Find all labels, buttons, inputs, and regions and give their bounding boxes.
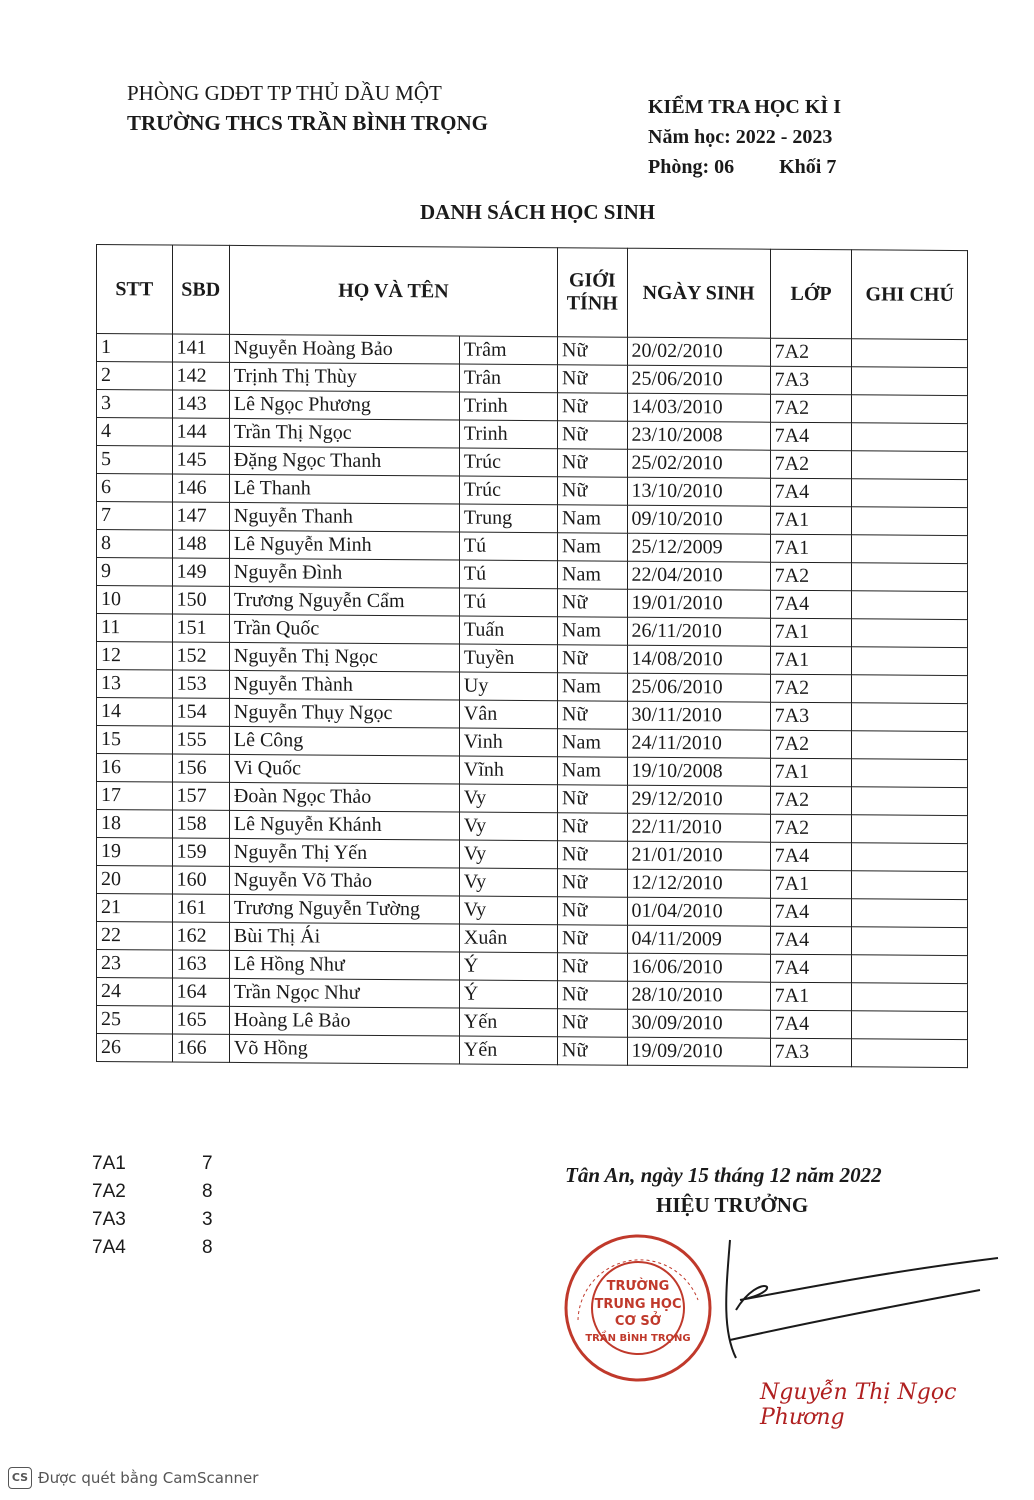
cell-class: 7A2: [770, 450, 852, 479]
cell-note: [852, 899, 968, 928]
cell-dob: 25/06/2010: [627, 673, 770, 702]
student-roster-table: [96, 244, 968, 1068]
cell-dob: 19/10/2008: [627, 757, 770, 786]
cell-class: 7A2: [770, 338, 852, 367]
cell-stt: 17: [97, 782, 173, 811]
svg-text:TRƯỜNG: TRƯỜNG: [606, 1279, 670, 1294]
summary-row: [92, 1150, 213, 1178]
cell-stt: 6: [97, 474, 173, 503]
col-note: GHI CHÚ: [852, 250, 968, 340]
cell-note: [852, 619, 968, 648]
exam-title: KIỂM TRA HỌC KÌ I: [648, 96, 841, 118]
summary-count: 3: [202, 1209, 213, 1230]
col-gender-line1: GIỚI: [568, 269, 616, 292]
cell-family-name: Nguyễn Thị Ngọc: [229, 642, 459, 672]
cell-family-name: Nguyễn Thị Yến: [229, 838, 459, 868]
cell-class: 7A2: [770, 394, 852, 423]
cell-class: 7A2: [770, 814, 852, 843]
cell-note: [852, 703, 968, 732]
document-title: DANH SÁCH HỌC SINH: [420, 200, 656, 224]
cell-gender: Nam: [558, 617, 628, 645]
cell-family-name: Bùi Thị Ái: [229, 922, 459, 952]
class-summary: [92, 1150, 213, 1262]
cell-stt: 20: [97, 866, 173, 895]
cell-given-name: Vĩnh: [459, 756, 557, 785]
cell-family-name: Trương Nguyễn Tường: [229, 894, 459, 924]
summary-class: 7A3: [92, 1209, 126, 1230]
cell-note: [852, 675, 968, 704]
cell-given-name: Vinh: [459, 728, 557, 757]
cell-dob: 13/10/2010: [627, 477, 770, 506]
svg-text:TRẦN BÌNH TRỌNG: TRẦN BÌNH TRỌNG: [585, 1333, 691, 1344]
cell-gender: Nam: [558, 757, 628, 785]
exam-header: [648, 92, 841, 182]
cell-family-name: Nguyễn Hoàng Bảo: [229, 334, 459, 364]
cell-sbd: 142: [172, 362, 229, 390]
cell-dob: 25/02/2010: [627, 449, 770, 478]
col-gender: [558, 248, 628, 337]
cell-class: 7A4: [770, 1010, 852, 1039]
cell-family-name: Võ Hồng: [229, 1034, 459, 1064]
cell-family-name: Nguyễn Thanh: [229, 502, 459, 532]
cell-family-name: Đặng Ngọc Thanh: [229, 446, 459, 476]
room-grade-row: [648, 152, 841, 182]
cell-stt: 15: [97, 726, 173, 755]
cell-stt: 12: [97, 642, 173, 671]
cell-stt: 19: [97, 838, 173, 867]
cell-note: [852, 535, 968, 564]
cell-class: 7A4: [770, 478, 852, 507]
cell-class: 7A4: [770, 590, 852, 619]
cell-dob: 30/11/2010: [627, 701, 770, 730]
cell-note: [852, 759, 968, 788]
school-stamp-icon: [558, 1228, 718, 1388]
cell-class: 7A4: [770, 898, 852, 927]
cell-dob: 25/12/2009: [627, 533, 770, 562]
cell-sbd: 162: [172, 922, 229, 950]
cell-note: [852, 815, 968, 844]
cell-gender: Nữ: [558, 365, 628, 393]
cell-gender: Nữ: [558, 897, 628, 925]
cell-class: 7A1: [770, 506, 852, 535]
cell-note: [852, 479, 968, 508]
cell-given-name: Tú: [459, 588, 557, 617]
cell-stt: 16: [97, 754, 173, 783]
cell-family-name: Trương Nguyễn Cẩm: [229, 586, 459, 616]
cell-sbd: 156: [172, 754, 229, 782]
cell-sbd: 150: [172, 586, 229, 614]
cell-class: 7A4: [770, 926, 852, 955]
cell-class: 7A4: [770, 422, 852, 451]
cell-stt: 11: [97, 614, 173, 643]
cell-dob: 30/09/2010: [627, 1009, 770, 1038]
cell-class: 7A3: [770, 702, 852, 731]
cell-sbd: 160: [172, 866, 229, 894]
cell-given-name: Trúc: [459, 448, 557, 477]
cell-stt: 8: [97, 530, 173, 559]
cell-gender: Nam: [558, 505, 628, 533]
signing-date: Tân An, ngày 15 tháng 12 năm 2022: [565, 1163, 882, 1187]
cell-sbd: 163: [172, 950, 229, 978]
cell-gender: Nam: [558, 533, 628, 561]
cell-given-name: Trân: [459, 364, 557, 393]
cell-stt: 10: [97, 586, 173, 615]
cell-dob: 16/06/2010: [627, 953, 770, 982]
cell-class: 7A4: [770, 954, 852, 983]
table-row: [97, 1034, 968, 1068]
cell-given-name: Ý: [459, 980, 557, 1009]
col-gender-line2: TÍNH: [566, 292, 618, 315]
cell-stt: 7: [97, 502, 173, 531]
cell-note: [852, 1039, 968, 1068]
cell-gender: Nam: [558, 729, 628, 757]
cell-family-name: Lê Nguyễn Minh: [229, 530, 459, 560]
cell-note: [852, 423, 968, 452]
cell-sbd: 145: [172, 446, 229, 474]
cell-sbd: 157: [172, 782, 229, 810]
cell-dob: 01/04/2010: [627, 897, 770, 926]
cell-family-name: Trần Quốc: [229, 614, 459, 644]
summary-row: [92, 1234, 213, 1262]
cell-given-name: Trâm: [459, 336, 557, 365]
cell-family-name: Lê Nguyễn Khánh: [229, 810, 459, 840]
cell-dob: 22/11/2010: [627, 813, 770, 842]
cell-family-name: Vi Quốc: [229, 754, 459, 784]
cell-stt: 24: [97, 978, 173, 1007]
cell-note: [852, 843, 968, 872]
cell-given-name: Trinh: [459, 392, 557, 421]
cell-family-name: Đoàn Ngọc Thảo: [229, 782, 459, 812]
svg-text:TRUNG HỌC: TRUNG HỌC: [594, 1297, 682, 1312]
cell-note: [852, 871, 968, 900]
cell-family-name: Lê Công: [229, 726, 459, 756]
summary-count: 8: [202, 1237, 213, 1258]
cell-note: [852, 563, 968, 592]
cell-class: 7A2: [770, 674, 852, 703]
cell-note: [852, 507, 968, 536]
summary-row: [92, 1206, 213, 1234]
cell-family-name: Trần Ngọc Như: [229, 978, 459, 1008]
cell-given-name: Vy: [459, 840, 557, 869]
cell-gender: Nữ: [558, 841, 628, 869]
summary-class: 7A4: [92, 1237, 126, 1258]
cell-stt: 14: [97, 698, 173, 727]
cell-dob: 21/01/2010: [627, 841, 770, 870]
cell-stt: 23: [97, 950, 173, 979]
cell-gender: Nam: [558, 561, 628, 589]
cell-given-name: Ý: [459, 952, 557, 981]
cell-note: [852, 927, 968, 956]
cell-gender: Nữ: [558, 337, 628, 365]
col-stt: STT: [97, 245, 173, 335]
cell-gender: Nữ: [558, 925, 628, 953]
cell-gender: Nữ: [558, 393, 628, 421]
cell-stt: 18: [97, 810, 173, 839]
cell-class: 7A2: [770, 786, 852, 815]
table-header-row: [97, 245, 968, 340]
cell-note: [852, 647, 968, 676]
cell-note: [852, 1011, 968, 1040]
cell-dob: 19/01/2010: [627, 589, 770, 618]
cell-dob: 28/10/2010: [627, 981, 770, 1010]
col-full-name: HỌ VÀ TÊN: [229, 245, 557, 336]
cell-gender: Nữ: [558, 421, 628, 449]
cell-sbd: 165: [172, 1006, 229, 1034]
cell-sbd: 161: [172, 894, 229, 922]
cell-given-name: Tú: [459, 532, 557, 561]
cell-sbd: 158: [172, 810, 229, 838]
exam-room: Phòng: 06: [648, 156, 735, 178]
cell-class: 7A1: [770, 618, 852, 647]
cell-class: 7A2: [770, 730, 852, 759]
cell-family-name: Nguyễn Đình: [229, 558, 459, 588]
cell-sbd: 144: [172, 418, 229, 446]
cell-given-name: Uy: [459, 672, 557, 701]
cell-stt: 3: [97, 390, 173, 419]
cell-gender: Nữ: [558, 1009, 628, 1037]
cell-stt: 13: [97, 670, 173, 699]
cell-class: 7A1: [770, 646, 852, 675]
summary-class: 7A2: [92, 1181, 126, 1202]
cell-family-name: Hoàng Lê Bảo: [229, 1006, 459, 1036]
col-sbd: SBD: [172, 245, 229, 334]
cell-note: [852, 731, 968, 760]
cell-given-name: Vy: [459, 812, 557, 841]
cell-gender: Nữ: [558, 701, 628, 729]
cell-family-name: Nguyễn Thành: [229, 670, 459, 700]
cell-gender: Nữ: [558, 813, 628, 841]
cell-dob: 29/12/2010: [627, 785, 770, 814]
summary-count: 8: [202, 1181, 213, 1202]
cell-given-name: Trinh: [459, 420, 557, 449]
cell-dob: 14/08/2010: [627, 645, 770, 674]
col-dob: NGÀY SINH: [627, 248, 770, 338]
cell-family-name: Trịnh Thị Thùy: [229, 362, 459, 392]
cell-gender: Nữ: [558, 1037, 628, 1065]
cell-sbd: 149: [172, 558, 229, 586]
cell-family-name: Lê Hồng Như: [229, 950, 459, 980]
cell-family-name: Lê Thanh: [229, 474, 459, 504]
cell-gender: Nam: [558, 673, 628, 701]
cell-given-name: Yến: [459, 1008, 557, 1037]
cell-dob: 20/02/2010: [627, 337, 770, 366]
cell-family-name: Lê Ngọc Phương: [229, 390, 459, 420]
camscanner-watermark: [8, 1467, 258, 1489]
signature-stroke-icon: [700, 1230, 1000, 1360]
cell-stt: 25: [97, 1006, 173, 1035]
cell-note: [852, 955, 968, 984]
school-year: Năm học: 2022 - 2023: [648, 126, 833, 148]
signature-name: Nguyễn Thị Ngọc Phương: [760, 1380, 957, 1430]
cell-gender: Nữ: [558, 981, 628, 1009]
cell-note: [852, 591, 968, 620]
cell-class: 7A1: [770, 982, 852, 1011]
cell-note: [852, 339, 968, 368]
summary-count: 7: [202, 1153, 213, 1174]
cell-given-name: Tuấn: [459, 616, 557, 645]
cell-sbd: 155: [172, 726, 229, 754]
cell-family-name: Trần Thị Ngọc: [229, 418, 459, 448]
cell-sbd: 166: [172, 1034, 229, 1062]
cell-sbd: 152: [172, 642, 229, 670]
cell-dob: 14/03/2010: [627, 393, 770, 422]
cell-gender: Nữ: [558, 785, 628, 813]
cell-gender: Nữ: [558, 869, 628, 897]
cell-note: [852, 367, 968, 396]
svg-text:CƠ SỞ: CƠ SỞ: [614, 1314, 662, 1329]
cell-stt: 1: [97, 334, 173, 363]
cell-sbd: 164: [172, 978, 229, 1006]
cell-family-name: Nguyễn Thụy Ngọc: [229, 698, 459, 728]
cell-gender: Nữ: [558, 589, 628, 617]
cell-class: 7A2: [770, 562, 852, 591]
cell-note: [852, 395, 968, 424]
department-name: PHÒNG GDĐT TP THỦ DẦU MỘT: [127, 81, 442, 105]
summary-row: [92, 1178, 213, 1206]
cell-class: 7A1: [770, 534, 852, 563]
cell-sbd: 148: [172, 530, 229, 558]
col-class: LỚP: [770, 249, 852, 339]
cell-note: [852, 983, 968, 1012]
roster-body: [97, 334, 968, 1068]
cell-stt: 2: [97, 362, 173, 391]
cell-given-name: Trúc: [459, 476, 557, 505]
cell-dob: 26/11/2010: [627, 617, 770, 646]
cell-dob: 12/12/2010: [627, 869, 770, 898]
cell-sbd: 146: [172, 474, 229, 502]
cell-family-name: Nguyễn Võ Thảo: [229, 866, 459, 896]
cell-stt: 22: [97, 922, 173, 951]
summary-class: 7A1: [92, 1153, 126, 1174]
cell-sbd: 154: [172, 698, 229, 726]
cell-given-name: Vy: [459, 868, 557, 897]
cell-class: 7A1: [770, 758, 852, 787]
cell-dob: 04/11/2009: [627, 925, 770, 954]
school-name: TRƯỜNG THCS TRẦN BÌNH TRỌNG: [127, 111, 488, 135]
cell-gender: Nữ: [558, 953, 628, 981]
cell-given-name: Vy: [459, 896, 557, 925]
cell-dob: 22/04/2010: [627, 561, 770, 590]
cell-given-name: Yến: [459, 1036, 557, 1065]
cell-sbd: 141: [172, 334, 229, 362]
cell-note: [852, 451, 968, 480]
camscanner-logo-icon: CS: [8, 1467, 32, 1489]
school-header: [127, 78, 488, 138]
cell-gender: Nữ: [558, 477, 628, 505]
watermark-text: Được quét bằng CamScanner: [38, 1469, 259, 1487]
cell-class: 7A3: [770, 1038, 852, 1067]
cell-gender: Nữ: [558, 645, 628, 673]
cell-stt: 9: [97, 558, 173, 587]
principal-title: HIỆU TRƯỞNG: [656, 1193, 809, 1217]
cell-sbd: 147: [172, 502, 229, 530]
cell-note: [852, 787, 968, 816]
cell-dob: 09/10/2010: [627, 505, 770, 534]
cell-class: 7A4: [770, 842, 852, 871]
cell-given-name: Tuyền: [459, 644, 557, 673]
cell-stt: 5: [97, 446, 173, 475]
cell-sbd: 159: [172, 838, 229, 866]
cell-stt: 21: [97, 894, 173, 923]
cell-stt: 4: [97, 418, 173, 447]
cell-dob: 24/11/2010: [627, 729, 770, 758]
cell-given-name: Vân: [459, 700, 557, 729]
cell-dob: 25/06/2010: [627, 365, 770, 394]
cell-given-name: Vy: [459, 784, 557, 813]
cell-given-name: Tú: [459, 560, 557, 589]
cell-sbd: 143: [172, 390, 229, 418]
cell-stt: 26: [97, 1034, 173, 1063]
cell-dob: 19/09/2010: [627, 1037, 770, 1066]
cell-gender: Nữ: [558, 449, 628, 477]
cell-sbd: 151: [172, 614, 229, 642]
cell-given-name: Trung: [459, 504, 557, 533]
grade-level: Khối 7: [779, 156, 837, 178]
cell-class: 7A1: [770, 870, 852, 899]
cell-given-name: Xuân: [459, 924, 557, 953]
cell-sbd: 153: [172, 670, 229, 698]
cell-class: 7A3: [770, 366, 852, 395]
cell-dob: 23/10/2008: [627, 421, 770, 450]
